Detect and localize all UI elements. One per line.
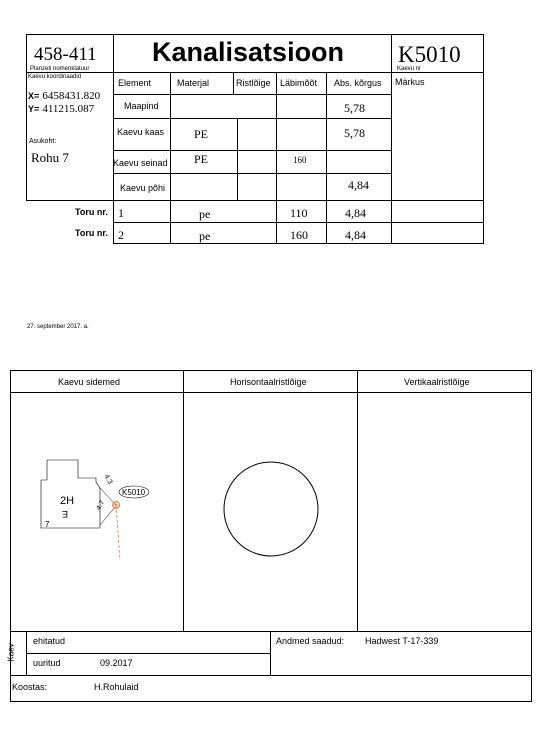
sketch-well-label: K5010 (122, 488, 146, 497)
pipe-diameter: 160 (290, 228, 308, 242)
page-title: Kanalisatsioon (152, 37, 345, 67)
col-header-height: Abs. kõrgus (334, 78, 382, 88)
sketch-label-7: 7 (45, 520, 50, 529)
pipe-material: pe (199, 207, 211, 221)
pipe-label: Toru nr. (75, 228, 108, 238)
pipe-material: pe (199, 229, 211, 243)
compiled-label: Koostas: (12, 682, 48, 692)
row-element-label: Kaevu põhi (120, 183, 166, 193)
y-value: 411215.087 (42, 103, 95, 115)
data-source-value: Hadwest T-17-339 (365, 636, 439, 646)
row-element-label: Kaevu seinad (113, 158, 168, 168)
col-header-notes: Märkus (395, 77, 425, 87)
sheet-caption: Planzeti nomenklatuur (30, 66, 90, 72)
y-coordinate (28, 103, 94, 115)
pipe-height: 4,84 (345, 228, 366, 242)
location-caption: Asukoht: (29, 138, 57, 145)
row-height-value: 4,84 (348, 178, 369, 192)
building-outline (41, 460, 100, 528)
location-value: Rohu 7 (31, 150, 69, 165)
row-element-label: Maapind (124, 101, 159, 111)
well-id: K5010 (398, 42, 461, 67)
x-value: 6458431.820 (42, 90, 101, 102)
pipe-height: 4,84 (345, 206, 366, 220)
sketch-label-a: 4.3 (102, 473, 114, 486)
y-label: Y= (28, 104, 40, 114)
col-heading-vertical: Vertikaalristlõige (404, 377, 470, 387)
x-label: X= (28, 91, 40, 101)
horizontal-section (221, 459, 321, 559)
col-header-diameter: Läbimõõt (280, 78, 318, 88)
sketch-label-b: 4.7 (95, 499, 107, 512)
col-heading-horizontal: Horisontaalristlõige (230, 377, 307, 387)
x-coordinate (28, 90, 100, 102)
row-diameter-value: 160 (293, 155, 307, 165)
site-sketch (30, 450, 160, 575)
pipe-line (116, 505, 120, 560)
row-height-value: 5,78 (344, 126, 365, 140)
coords-caption: Kaevu koordinaadid (28, 74, 82, 80)
surveyed-date: 09.2017 (100, 658, 133, 668)
col-header-cross: Ristlõige (236, 78, 271, 88)
footer-side-label: Kaev (6, 643, 16, 662)
pipe-diameter: 110 (290, 206, 308, 220)
col-header-element: Element (118, 78, 152, 88)
col-header-material: Materjal (177, 78, 210, 88)
document-date: 27. september 2017. a. (27, 324, 89, 330)
well-circle (224, 462, 318, 556)
row-material-value: PE (194, 127, 209, 141)
data-source-label: Andmed saadud: (276, 636, 345, 646)
col-heading-connections: Kaevu sidemed (58, 377, 121, 387)
sketch-building-label: 2H (60, 495, 75, 507)
built-label: ehitatud (33, 636, 66, 646)
pipe-number: 2 (118, 228, 124, 242)
compiled-value: H.Rohulaid (94, 682, 139, 692)
sketch-building-sub: E (62, 509, 69, 519)
well-caption: Kaevu nr (397, 66, 422, 72)
pipe-label: Toru nr. (75, 207, 108, 217)
sheet-number: 458-411 (34, 44, 97, 65)
row-element-label: Kaevu kaas (117, 127, 165, 137)
pipe-number: 1 (118, 206, 124, 220)
row-height-value: 5,78 (344, 101, 365, 115)
surveyed-label: uuritud (33, 658, 61, 668)
row-material-value: PE (194, 152, 209, 166)
